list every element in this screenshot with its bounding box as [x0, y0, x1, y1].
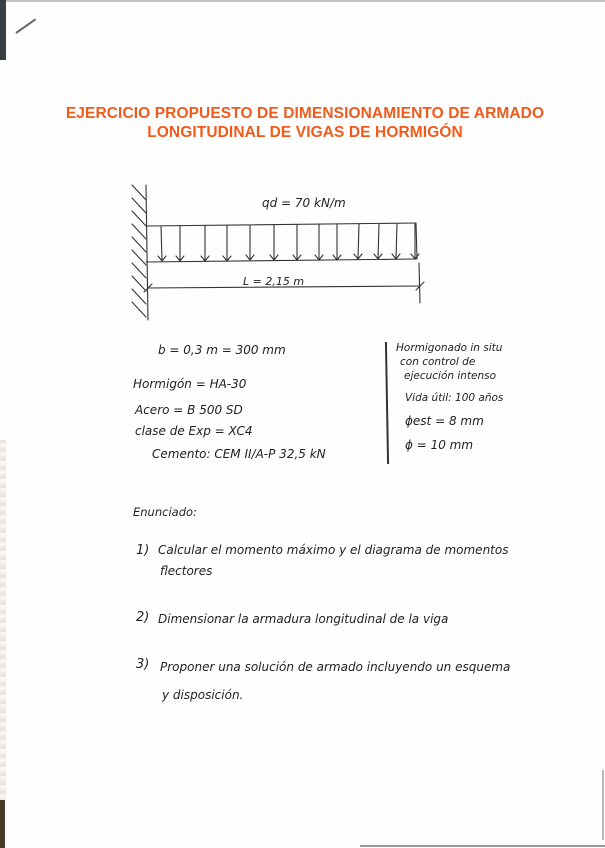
phi-bar: ϕ = 10 mm [405, 438, 474, 452]
task-text: Dimensionar la armadura longitudinal de la viga [158, 612, 449, 626]
casting-line-3: ejecución intenso [404, 370, 497, 382]
width-value: b = 0,3 m = 300 mm [158, 343, 286, 357]
service-life: Vida útil: 100 años [405, 392, 504, 404]
task-text: Calcular el momento máximo y el diagrama de momentos [158, 543, 509, 557]
scan-edge-top [6, 0, 605, 2]
phi-stirrup: ϕest = 8 mm [405, 414, 484, 428]
casting-line-1: Hormigonado in situ [396, 342, 503, 354]
pen-mark [15, 18, 36, 33]
column-divider [385, 342, 389, 464]
exposure-value: clase de Exp = XC4 [135, 424, 253, 438]
load-label: qd = 70 kN/m [262, 196, 346, 210]
task-text-cont: flectores [160, 564, 213, 578]
task-text: Proponer una solución de armado incluyendo un esquema [160, 660, 511, 674]
casting-line-2: con control de [400, 356, 476, 368]
document-title [60, 104, 550, 142]
scan-edge-left-top [0, 0, 6, 60]
title-line-1: EJERCICIO PROPUESTO DE DIMENSIONAMIENTO DE ARMADO [65, 105, 545, 122]
steel-value: Acero = B 500 SD [135, 403, 243, 417]
scan-edge-left-bottom [0, 800, 5, 848]
task-text-cont: y disposición. [162, 688, 244, 702]
cement-value: Cemento: CEM II/A-P 32,5 kN [152, 447, 326, 461]
scan-edge-left [0, 440, 6, 800]
statement-heading: Enunciado: [133, 505, 197, 519]
title-line-2: LONGITUDINAL DE VIGAS DE HORMIGÓN [147, 124, 463, 141]
task-number: 2) [136, 610, 150, 625]
scan-edge-bottom [360, 845, 605, 847]
concrete-value: Hormigón = HA-30 [133, 377, 247, 391]
span-label: L = 2,15 m [243, 275, 305, 288]
task-number: 3) [136, 657, 150, 672]
scan-edge-right [602, 770, 604, 840]
task-number: 1) [136, 543, 150, 558]
